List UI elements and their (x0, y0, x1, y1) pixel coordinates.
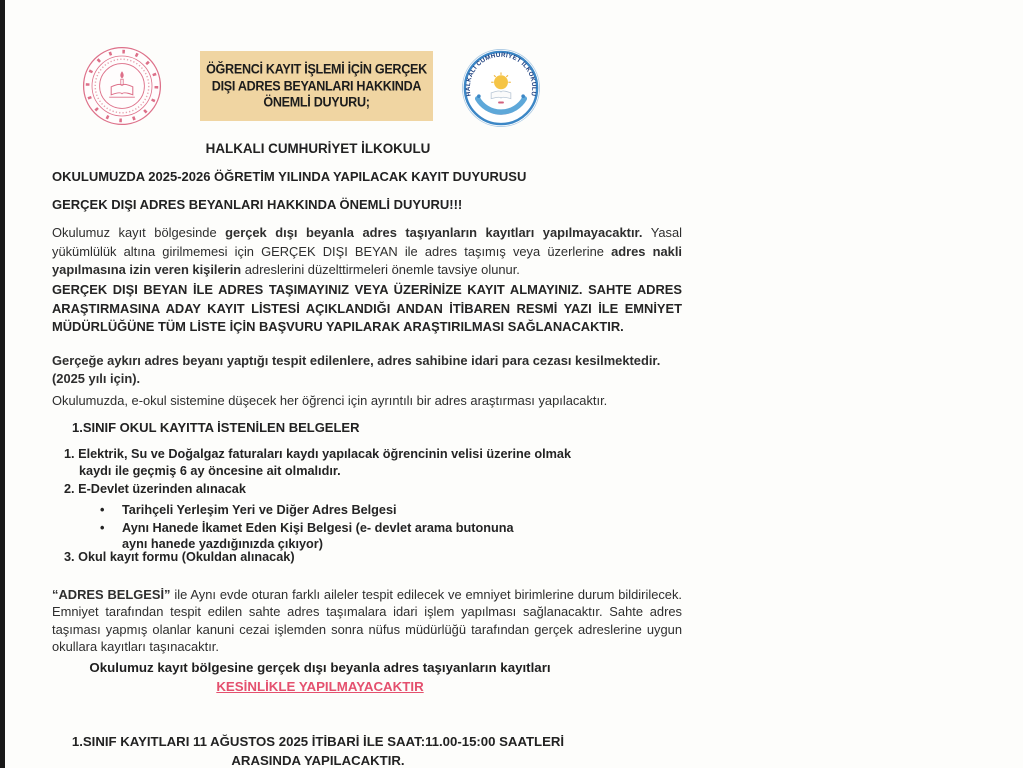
announcement-banner (200, 51, 433, 121)
banner-line-2: DIŞI ADRES BEYANLARI HAKKINDA (211, 78, 422, 94)
school-logo (460, 47, 542, 129)
closing-statement: Okulumuz kayıt bölgesine gerçek dışı beyanla adres taşıyanların kayıtları KESİNLİKLE YAPILMAYACAKTIR (89, 660, 551, 694)
school-name-heading: HALKALI CUMHURİYET İLKOKULU (205, 141, 431, 156)
edevlet-bullet-1: • Tarihçeli Yerleşim Yeri ve Diğer Adres Belgesi (100, 502, 540, 518)
false-address-warning-title: GERÇEK DIŞI ADRES BEYANLARI HAKKINDA ÖNEMLİ DUYURU!!! (52, 197, 463, 212)
school-emblem-icon (460, 47, 542, 129)
penalty-note-paragraph: Gerçeğe aykırı adres beyanı yaptığı tespit edilenlere, adres sahibine idari para cezası kesilmektedir. (2025 yılı için). (52, 353, 661, 386)
registration-announcement-title: OKULUMUZDA 2025-2026 ÖĞRETİM YILINDA YAPILACAK KAYIT DUYURUSU (52, 169, 527, 184)
school-ring-text: HALKALI CUMHURİYET İLKOKULU (464, 51, 538, 97)
registration-hours-note: 1.SINIF KAYITLARI 11 AĞUSTOS 2025 İTİBARİ İLE SAAT:11.00-15:00 SAATLERİ ARASINDA YAPILACAKTIR. (71, 734, 565, 768)
scan-edge-artifact (0, 0, 5, 768)
eokul-note-paragraph: Okulumuzda, e-okul sistemine düşecek her öğrenci için ayrıntılı bir adres araştırması yapılacaktır. (52, 393, 608, 408)
ministry-of-education-logo (82, 46, 162, 126)
edevlet-bullet-2: • Aynı Hanede İkamet Eden Kişi Belgesi (e- devlet arama butonuna aynı hanede yazdığınızda çıkıyor) (100, 520, 540, 552)
ministry-emblem-icon (82, 46, 162, 126)
document-item-1: 1. Elektrik, Su ve Doğalgaz faturaları kaydı yapılacak öğrencinin velisi üzerine olmak kaydı ile geçmiş 6 ay öncesine ait olmalıdır. (64, 447, 571, 479)
intro-paragraph: Okulumuz kayıt bölgesinde gerçek dışı beyanla adres taşıyanların kayıtları yapılmayacaktır. Yasal yükümlülük altına girilmemesi için GERÇEK DIŞI BEYAN ile adres taşımış veya üzerlerine adres nakli yapılmasına izin veren kişilerin adreslerini düzelttirmeleri önemle tavsiye olunur. (52, 225, 682, 278)
required-documents-heading: 1.SINIF OKUL KAYITTA İSTENİLEN BELGELER (72, 420, 360, 435)
caps-warning-paragraph: GERÇEK DIŞI BEYAN İLE ADRES TAŞIMAYINIZ VEYA ÜZERİNİZE KAYIT ALMAYINIZ. SAHTE ADRES ARAŞTIRMASINA ADAY KAYIT LİSTESİ AÇIKLANDIĞI ANDAN İTİBAREN RESMİ YAZI İLE EMNİYET MÜDÜRLÜĞÜNE TÜM LİSTE İÇİN BAŞVURU YAPILARAK ARAŞTIRILMASI SAĞLANACAKTIR. (52, 282, 682, 334)
banner-line-3: ÖNEMLİ DUYURU; (263, 94, 370, 110)
document-item-2: 2. E-Devlet üzerinden alınacak (64, 482, 246, 496)
edevlet-bullet-list (100, 502, 540, 555)
banner-line-1: ÖĞRENCİ KAYIT İŞLEMİ İÇİN GERÇEK (206, 61, 427, 77)
address-certificate-paragraph: “ADRES BELGESİ” ile Aynı evde oturan farklı aileler tespit edilecek ve emniyet birimlerine durum bildirilecek. Emniyet tarafından tespit edilen sahte adres taşımalara idari işlem yapılması sağlanacaktır. Sahte adres taşıması yapmış olanlar kanuni cezai işlemden sonra nüfus müdürlüğü tarafından gerçek adreslerine uygun okullara kayıtları taşınacaktır. (52, 587, 683, 655)
document-item-3: 3. Okul kayıt formu (Okuldan alınacak) (64, 550, 295, 564)
